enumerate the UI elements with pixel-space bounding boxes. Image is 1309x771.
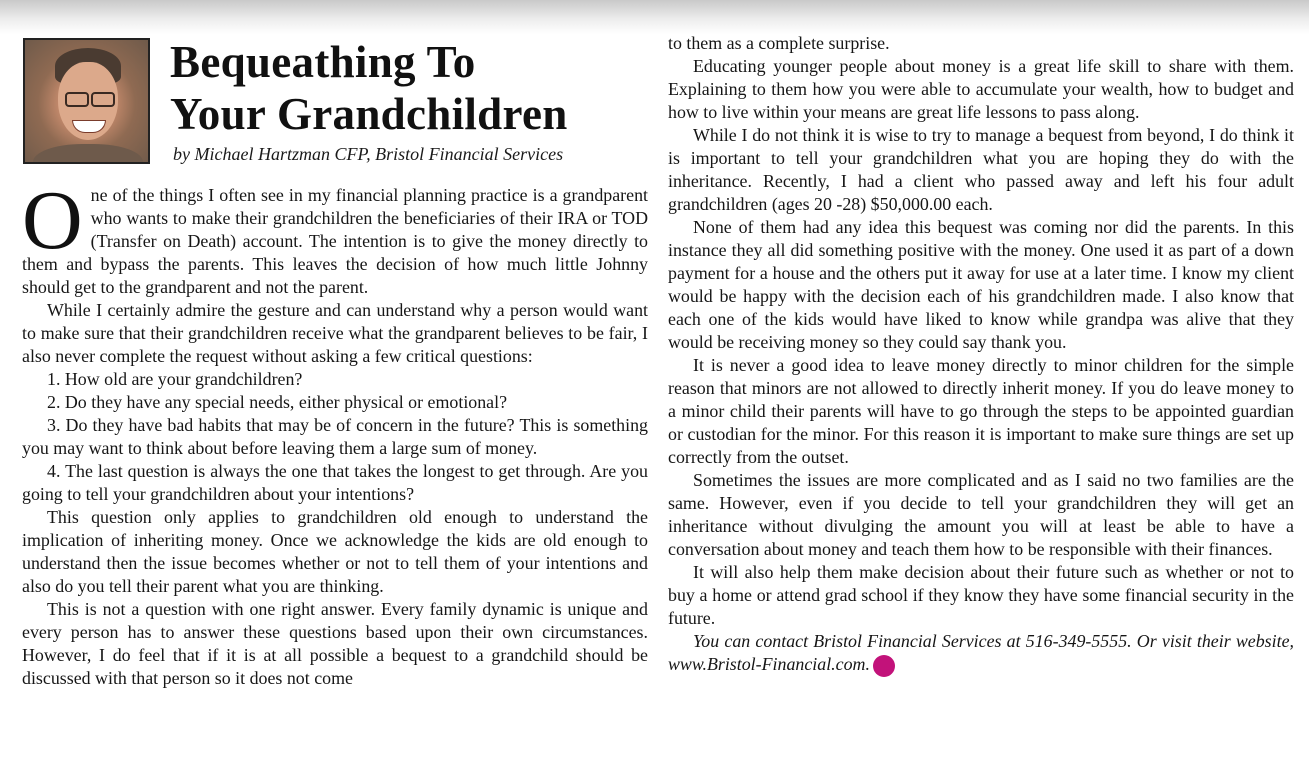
question-4: 4. The last question is always the one that takes the longest to get through. Are you going to tell your grandchildren about your intentions? xyxy=(22,461,648,504)
author-photo xyxy=(23,38,150,164)
question-2: 2. Do they have any special needs, either physical or emotional? xyxy=(47,392,508,412)
contact-info xyxy=(668,630,1294,677)
title-line-1: Bequeathing To xyxy=(170,37,476,87)
paragraph-10: It will also help them make decision about their future such as whether or not to buy a home or attend grad school if they know they have some financial security in the future. xyxy=(668,562,1294,628)
contact-text: You can contact Bristol Financial Services at 516-349-5555. Or visit their website, www.Bristol-Financial.com. xyxy=(668,631,1294,674)
paragraph-7: None of them had any idea this bequest was coming nor did the parents. In this instance they all did something positive with the money. One used it as part of a down payment for a house and the others put it away for use at a later time. I know my client would be happy with the decision each of his grandchildren made. I also know that each one of the kids would have liked to know while grandpa was alive that they would be receiving money so they could say thank you. xyxy=(668,217,1294,352)
question-3: 3. Do they have bad habits that may be of concern in the future? This is something you may want to think about before leaving them a large sum of money. xyxy=(22,415,648,458)
author-photo-shirt xyxy=(33,144,143,164)
title-line-2: Your Grandchildren xyxy=(170,89,568,139)
drop-cap: O xyxy=(22,174,83,267)
paragraph-1-text: ne of the things I often see in my financial planning practice is a grandparent who wants to make their grandchildren the beneficiaries of their IRA or TOD (Transfer on Death) account. The intention is to give the money directly to them and bypass the parents. This leaves the decision of how much little Johnny should get to the grandparent and not the parent. xyxy=(22,185,648,297)
paragraph-1 xyxy=(22,174,648,299)
byline: by Michael Hartzman CFP, Bristol Financial Services xyxy=(173,144,564,164)
top-shadow xyxy=(0,0,1309,34)
paragraph-8: It is never a good idea to leave money directly to minor children for the simple reason that minors are not allowed to directly inherit money. If you do leave money to a minor child their parents will have to go through the steps to be appointed guardian or custodian for the minor. For this reason it is important to make sure things are set up correctly from the outset. xyxy=(668,355,1294,467)
paragraph-5: Educating younger people about money is a great life skill to share with them. Explaining to them how you were able to accumulate your wealth, how to budget and how to live within your means are great life lessons to pass along. xyxy=(668,56,1294,122)
author-photo-glasses-left xyxy=(65,92,89,107)
author-photo-glasses-right xyxy=(91,92,115,107)
paragraph-4-continued: to them as a complete surprise. xyxy=(668,33,890,53)
right-column xyxy=(668,32,1294,677)
paragraph-3: This question only applies to grandchildren old enough to understand the implication of inheriting money. Once we acknowledge the kids are old enough to understand then the issue becomes whether or not to tell them of your intentions and also do you tell their parent what you are thinking. xyxy=(22,507,648,596)
fifty-plus-badge: 50+ xyxy=(873,655,895,677)
paragraph-9: Sometimes the issues are more complicated and as I said no two families are the same. However, even if you decide to tell your grandchildren they will get an inheritance without divulging the amount you will at least be able to have a conversation about money and teach them how to be responsible with their finances. xyxy=(668,470,1294,559)
paragraph-6: While I do not think it is wise to try to manage a bequest from beyond, I do think it is important to tell your grandchildren what you are hoping they do with the inheritance. Recently, I had a client who passed away and left his four adult grandchildren (ages 20 -28) $50,000.00 each. xyxy=(668,125,1294,214)
question-1: 1. How old are your grandchildren? xyxy=(47,369,303,389)
left-column xyxy=(22,174,648,690)
article-title xyxy=(170,36,568,140)
paragraph-2: While I certainly admire the gesture and can understand why a person would want to make sure that their grandchildren receive what the grandparent believes to be fair, I also never complete the request without asking a few critical questions: xyxy=(22,300,648,366)
paragraph-4: This is not a question with one right answer. Every family dynamic is unique and every person has to answer these questions based upon their own circumstances. However, I do feel that if it is at all possible a bequest to a grandchild should be discussed with that person so it does not come xyxy=(22,599,648,688)
